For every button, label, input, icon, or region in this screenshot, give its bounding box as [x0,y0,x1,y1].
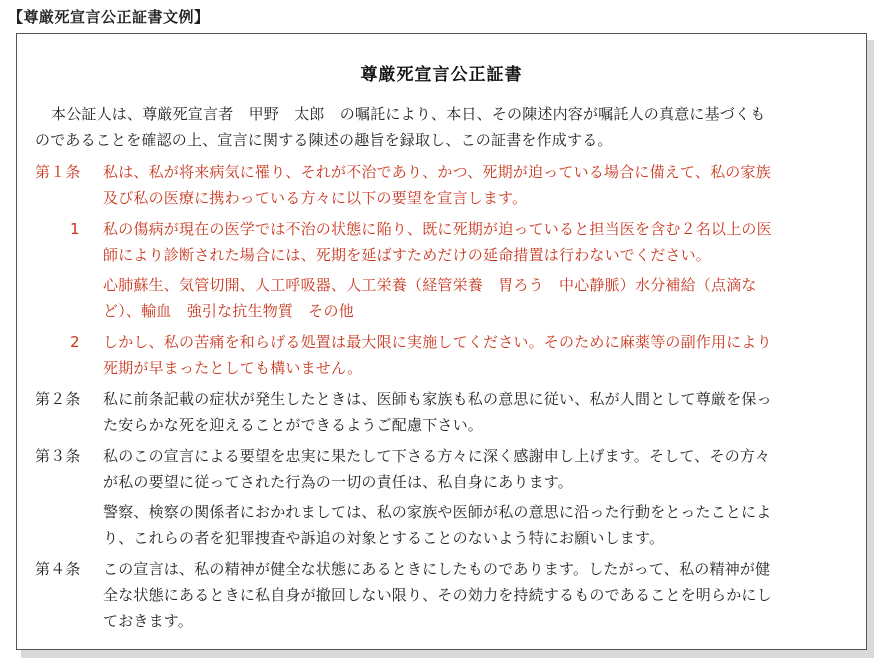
item-1-line: 私の傷病が現在の医学では不治の状態に陥り、既に死期が迫っていると担当医を含む２名以上の医 [103,220,772,238]
item-2-number: 2 [70,333,80,351]
intro-line: 本公証人は、尊厳死宣言者 甲野 太郎 の嘱託により、本日、その陳述内容が嘱託人の真意に基づくも [51,105,766,123]
article-2-line: た安らかな死を迎えることができるようご配慮下さい。 [103,416,484,434]
item-1-sub-line: ど）、輸血 強引な抗生物質 その他 [103,302,354,320]
article-4-label: 第４条 [35,560,81,578]
article-4-line: この宣言は、私の精神が健全な状態にあるときにしたものであります。したがって、私の精神が健 [103,560,771,578]
article-3-line: 警察、検察の関係者におかれましては、私の家族や医師が私の意思に沿った行動をとったことによ [103,503,772,521]
article-3-line: 私のこの宣言による要望を忠実に果たして下さる方々に深く感謝申し上げます。そして、その方々 [103,447,771,465]
item-2-line: しかし、私の苦痛を和らげる処置は最大限に実施してください。そのために麻薬等の副作用により [103,333,772,351]
item-1-sub-line: 心肺蘇生、気管切開、人工呼吸器、人工栄養（経管栄養 胃ろう 中心静脈）水分補給（点滴な [103,276,757,294]
article-3-line: り、これらの者を犯罪捜査や訴追の対象とすることのないよう特にお願いします。 [103,529,665,547]
article-1-label: 第１条 [35,163,81,181]
item-1-number: 1 [70,220,80,238]
article-3-line: が私の要望に従ってされた行為の一切の責任は、私自身にあります。 [103,473,574,491]
article-4-line: ておきます。 [103,612,194,630]
item-2-line: 死期が早まったとしても構いません。 [103,359,363,377]
document-frame [16,33,867,650]
document-title: 尊厳死宣言公正証書 [360,65,523,85]
article-1-line: 私は、私が将来病気に罹り、それが不治であり、かつ、死期が迫っている場合に備えて、私の家族 [103,163,771,181]
intro-line: のであることを確認の上、宣言に関する陳述の趣旨を録取し、この証書を作成する。 [35,131,613,149]
article-3-label: 第３条 [35,447,81,465]
item-1-line: 師により診断された場合には、死期を延ばすためだけの延命措置は行わないでください。 [103,246,712,264]
article-2-label: 第２条 [35,390,81,408]
article-2-line: 私に前条記載の症状が発生したときは、医師も家族も私の意思に従い、私が人間として尊厳を保っ [103,390,772,408]
article-4-line: 全な状態にあるときに私自身が撤回しない限り、その効力を持続するものであることを明らかにし [103,586,772,604]
section-heading: 【尊厳死宣言公正証書文例】 [8,8,210,26]
article-1-line: 及び私の医療に携わっている方々に以下の要望を宣言します。 [103,189,528,207]
